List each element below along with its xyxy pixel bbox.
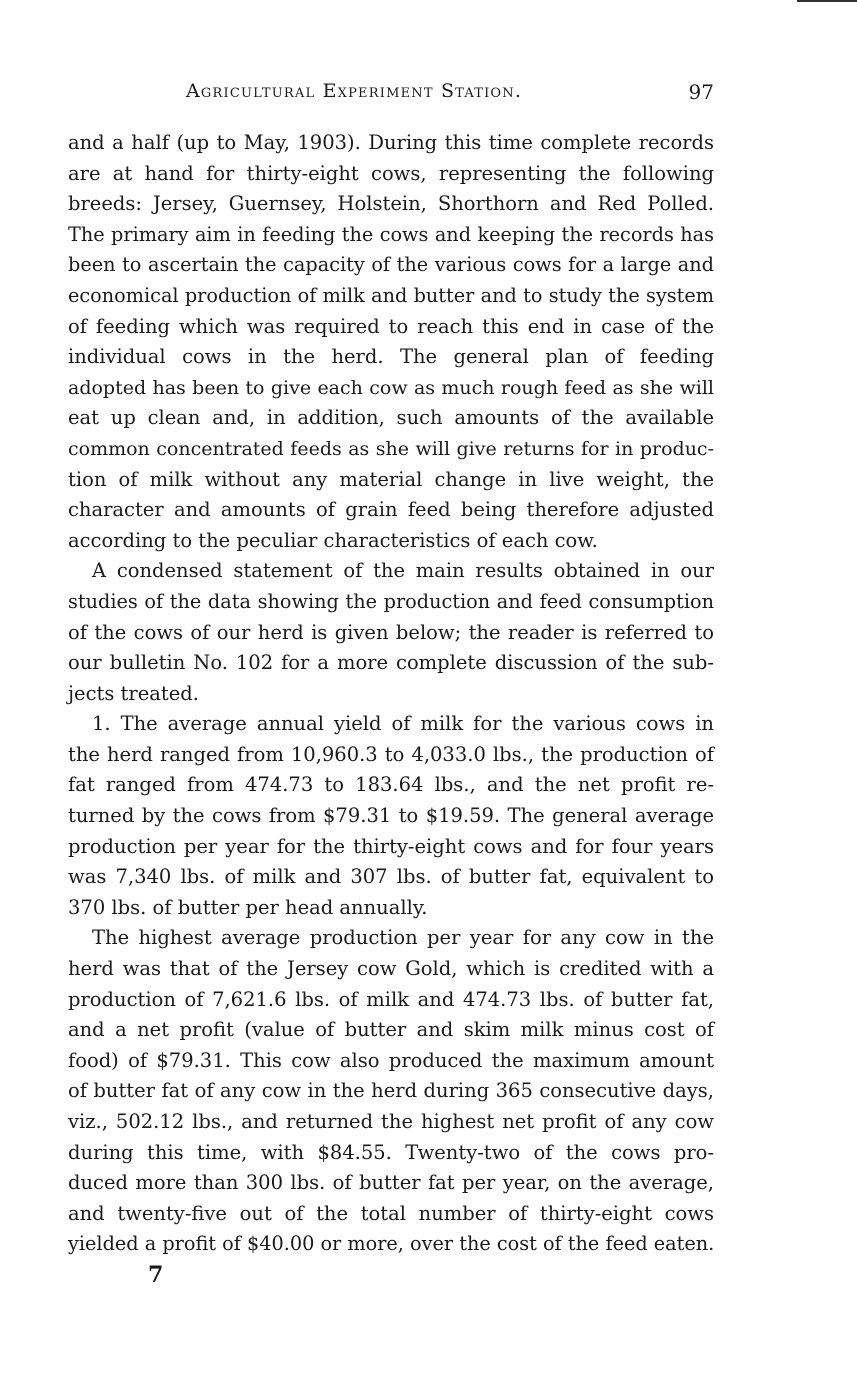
running-title: Agricultural Experiment Station. (186, 80, 523, 102)
text-line: food) of $79.31. This cow also produced the maximum amount (68, 1048, 714, 1072)
paragraph-2 (68, 556, 714, 709)
text-line: The primary aim in feeding the cows and keeping the records has (68, 222, 714, 246)
text-line: studies of the data showing the production and feed consumption (68, 589, 714, 613)
text-line: jects treated. (68, 681, 199, 705)
text-line: adopted has been to give each cow as much rough feed as she will (68, 376, 714, 399)
text-line: economical production of milk and butter and to study the system (68, 283, 714, 307)
text-line: turned by the cows from $79.31 to $19.59. The general average (68, 804, 714, 828)
text-line: character and amounts of grain feed being therefore adjusted (68, 498, 714, 522)
page-number: 97 (688, 80, 714, 104)
text-line: our bulletin No. 102 for a more complete discussion of the sub- (68, 651, 714, 675)
text-line: and a net profit (value of butter and skim milk minus cost of (68, 1018, 714, 1042)
text-line: according to the peculiar characteristics of each cow. (68, 528, 598, 552)
corner-rule (797, 0, 857, 2)
text-line: and twenty-five out of the total number of thirty-eight cows (68, 1201, 714, 1225)
text-line: and a half (up to May, 1903). During this time complete records (68, 131, 714, 154)
text-line: was 7,340 lbs. of milk and 307 lbs. of butter fat, equivalent to (68, 865, 714, 889)
text-line: production per year for the thirty-eight cows and for four years (68, 834, 714, 858)
text-line: 370 lbs. of butter per head annually. (68, 895, 428, 919)
text-line: of the cows of our herd is given below; the reader is referred to (68, 620, 714, 644)
text-line: individual cows in the herd. The general plan of feeding (68, 345, 714, 369)
text-line: are at hand for thirty-eight cows, representing the following (68, 161, 714, 185)
text-line: of feeding which was required to reach this end in case of the (68, 314, 714, 338)
text-line: production of 7,621.6 lbs. of milk and 474.73 lbs. of butter fat, (68, 987, 714, 1011)
text-line: common concentrated feeds as she will give returns for in produc- (68, 437, 714, 460)
body-text (68, 128, 714, 1260)
text-line: herd was that of the Jersey cow Gold, which is credited with a (68, 957, 714, 981)
text-line: duced more than 300 lbs. of butter fat per year, on the average, (68, 1171, 714, 1195)
text-line: viz., 502.12 lbs., and returned the highest net profit of any cow (68, 1110, 714, 1133)
text-line: yielded a profit of $40.00 or more, over the cost of the feed eaten. (68, 1232, 715, 1256)
page-header (68, 80, 714, 110)
text-line: been to ascertain the capacity of the various cows for a large and (68, 253, 714, 277)
text-line: eat up clean and, in addition, such amounts of the available (68, 406, 714, 430)
text-line: fat ranged from 474.73 to 183.64 lbs., and the net profit re- (68, 773, 714, 797)
text-line: during this time, with $84.55. Twenty-two of the cows pro- (68, 1140, 714, 1164)
paragraph-4 (68, 923, 714, 1260)
text-line: of butter fat of any cow in the herd during 365 consecutive days, (68, 1079, 714, 1103)
text-line: tion of milk without any material change in live weight, the (68, 467, 714, 491)
signature-mark: 7 (148, 1262, 164, 1288)
text-line: 1. The average annual yield of milk for the various cows in (92, 712, 714, 736)
paragraph-3 (68, 709, 714, 923)
text-line: The highest average production per year for any cow in the (92, 926, 714, 950)
paragraph-1 (68, 128, 714, 556)
text-line: the herd ranged from 10,960.3 to 4,033.0 lbs., the production of (68, 742, 714, 766)
text-line: A condensed statement of the main results obtained in our (92, 559, 714, 583)
text-line: breeds: Jersey, Guernsey, Holstein, Shorthorn and Red Polled. (68, 192, 714, 216)
